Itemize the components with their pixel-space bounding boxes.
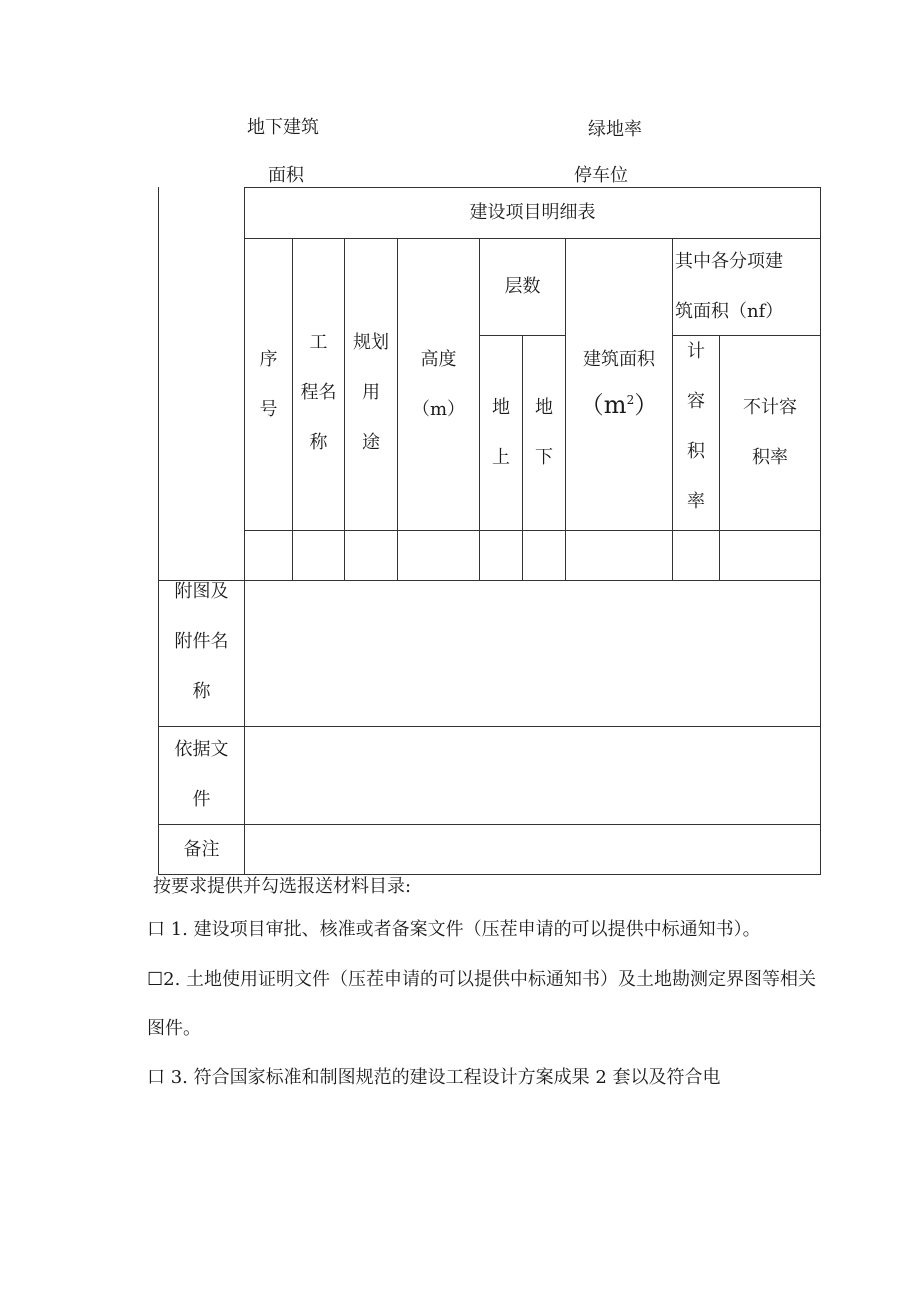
underground-area-label-1: 地下建筑: [247, 117, 319, 138]
col-area-label: 建筑面积: [583, 349, 655, 370]
underground-area-label-2: 面积: [268, 165, 304, 186]
row-remarks: 备注: [183, 838, 220, 860]
col-far: 计 容 积 率: [687, 341, 705, 512]
checklist-item-1: 口 1. 建设项目审批、核准或者备案文件（压茬申请的可以提供中标通知书）。: [147, 919, 761, 940]
col-seq: 序 号: [259, 349, 278, 420]
checklist-item-2-cont: 图件。: [147, 1018, 201, 1039]
parking-label: 停车位: [574, 165, 628, 186]
row-attachments: 附图及 附件名 称: [174, 581, 229, 702]
col-below: 地 下: [535, 397, 553, 468]
area-unit-sup: 2: [626, 393, 635, 407]
row-basis: 依据文 件: [174, 739, 229, 810]
col-non-far: 不计容 积率: [743, 397, 797, 468]
col-name: 工 程名 称: [300, 332, 337, 453]
checklist-item-2: ☐2. 土地使用证明文件（压茬申请的可以提供中标通知书）及土地勘测定界图等相关: [147, 969, 817, 990]
col-height: 高度 （m）: [411, 349, 466, 420]
col-above: 地 上: [492, 397, 510, 468]
col-sub-area: 其中各分项建 筑面积（nf）: [675, 251, 784, 322]
col-use: 规划 用 途: [353, 332, 389, 453]
intro-text: 按要求提供并勾选报送材料目录:: [153, 876, 412, 897]
col-floors: 层数: [504, 276, 541, 297]
col-area: [566, 335, 672, 435]
area-unit-suffix: ）: [634, 391, 659, 419]
col-area-unit: [566, 385, 672, 425]
checklist-item-3: 口 3. 符合国家标准和制图规范的建设工程设计方案成果 2 套以及符合电: [147, 1067, 721, 1088]
table-title: 建设项目明细表: [469, 202, 596, 223]
green-rate-label: 绿地率: [588, 119, 642, 140]
area-unit-prefix: （m: [579, 391, 627, 419]
